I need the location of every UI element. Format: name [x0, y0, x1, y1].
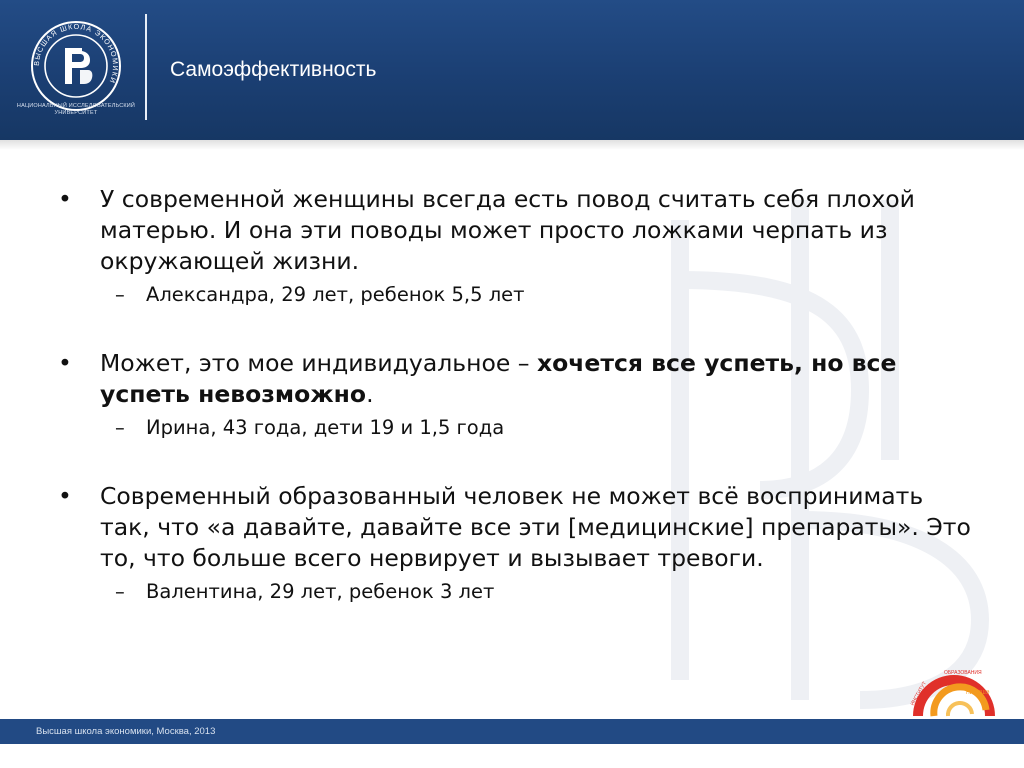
bullet-text: Современный образованный человек не может всё воспринимать так, что «а давайте, давайте все эти [медицинские] препараты». Это то, что больше всего нервирует и вызывает тревоги. — [100, 482, 971, 572]
slide-content — [58, 184, 978, 605]
slide-title: Самоэффективность — [170, 58, 377, 81]
sub-item — [58, 281, 978, 308]
dash-icon: – — [115, 283, 125, 306]
institute-logo-icon — [908, 660, 998, 720]
bullet-item — [58, 481, 978, 574]
dash-icon: – — [115, 416, 125, 439]
inst-logo-text-bottom: НИУ ВШЭ — [966, 690, 990, 696]
footer-bar — [0, 719, 1024, 744]
sub-text: Ирина, 43 года, дети 19 и 1,5 года — [146, 416, 505, 439]
bullet-text-after: . — [366, 380, 374, 408]
sub-item — [58, 578, 978, 605]
bullet-text-bold: хочется все успеть, но все успеть невозможно — [100, 349, 897, 408]
bullet-dot-icon: • — [58, 482, 72, 510]
logo-ring-text: ВЫСШАЯ ШКОЛА ЭКОНОМИКИ — [31, 21, 121, 86]
bullet-text — [100, 349, 896, 408]
inst-logo-text-left: ИНСТИТУТ — [909, 680, 929, 707]
bullet-text: У современной женщины всегда есть повод считать себя плохой матерью. И она эти поводы может просто ложками черпать из окружающей жизни. — [100, 185, 915, 275]
bullet-dot-icon: • — [58, 185, 72, 213]
header-divider — [145, 14, 147, 120]
bullet-item — [58, 184, 978, 277]
dash-icon: – — [115, 580, 125, 603]
sub-item — [58, 414, 978, 441]
sub-text: Александра, 29 лет, ребенок 5,5 лет — [146, 283, 525, 306]
bullet-dot-icon: • — [58, 349, 72, 377]
header-bar — [0, 0, 1024, 140]
sub-text: Валентина, 29 лет, ребенок 3 лет — [146, 580, 495, 603]
bullet-text-before: Может, это мое индивидуальное – — [100, 349, 537, 377]
hse-logo-icon — [30, 20, 122, 112]
header-shadow — [0, 140, 1024, 150]
logo-caption: НАЦИОНАЛЬНЫЙ ИССЛЕДОВАТЕЛЬСКИЙ УНИВЕРСИТЕТ — [16, 103, 136, 116]
inst-logo-text-right: ОБРАЗОВАНИЯ — [944, 670, 982, 676]
footer-text: Высшая школа экономики, Москва, 2013 — [36, 726, 216, 737]
bullet-item — [58, 348, 978, 410]
